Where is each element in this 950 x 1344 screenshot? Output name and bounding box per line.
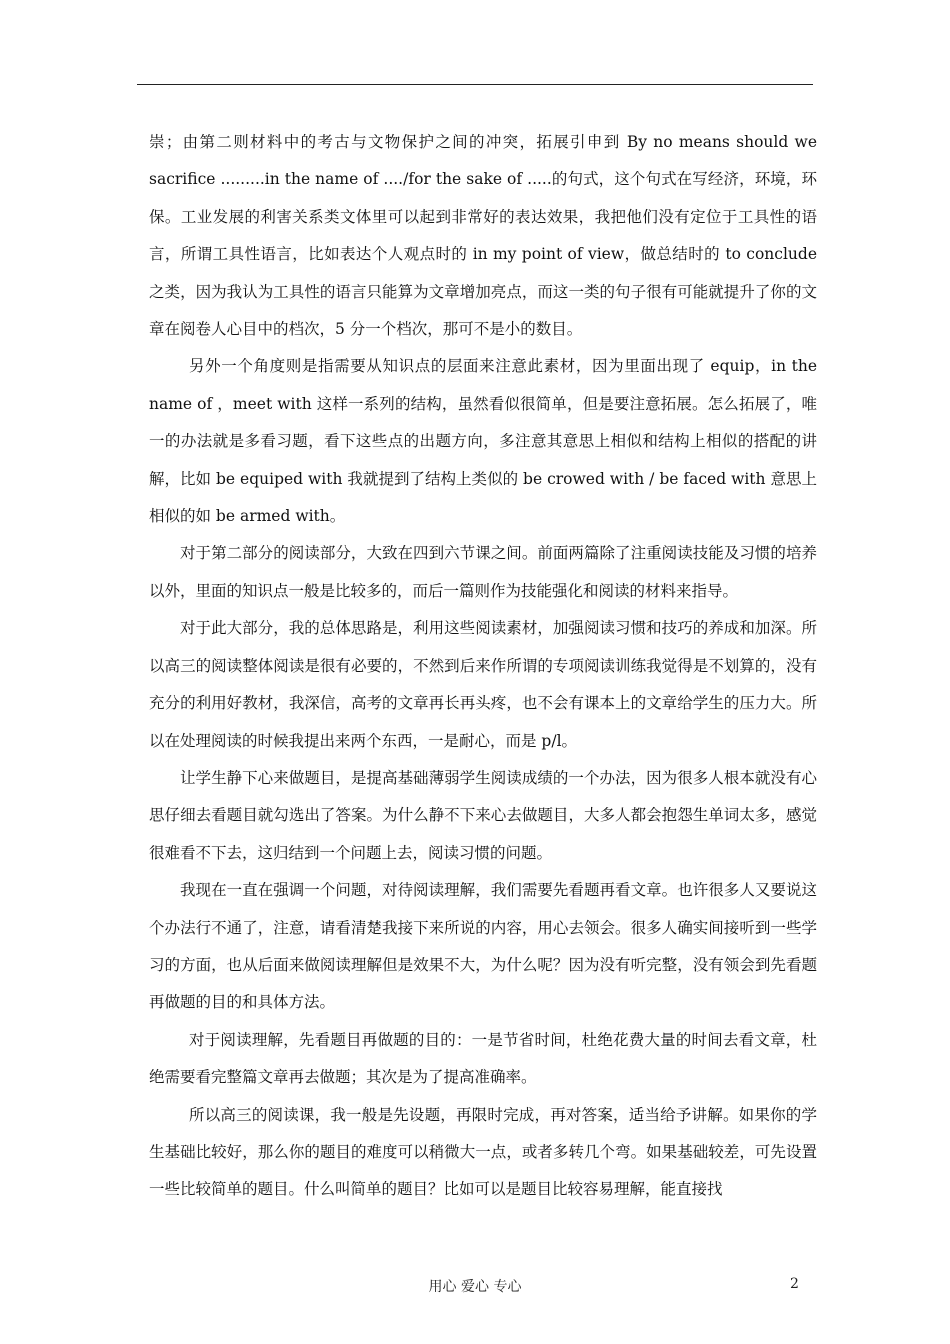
paragraph-8: 所以高三的阅读课，我一般是先设题，再限时完成，再对答案，适当给予讲解。如果你的学生基础比较好，那么你的题目的难度可以稍微大一点，或者多转几个弯。如果基础较差，可先设置一些比较简单的题目。什么叫简单的题目？比如可以是题目比较容易理解，能直接找 — [149, 1105, 817, 1199]
document-body — [149, 124, 817, 1209]
paragraph-6: 我现在一直在强调一个问题，对待阅读理解，我们需要先看题再看文章。也许很多人又要说这个办法行不通了，注意，请看清楚我接下来所说的内容，用心去领会。很多人确实间接听到一些学习的方面，也从后面来做阅读理解但是效果不大，为什么呢？因为没有听完整，没有领会到先看题再做题的目的和具体方法。 — [149, 881, 817, 1012]
footer-motto: 用心 爱心 专心 — [428, 1279, 522, 1295]
paragraph-1: 崇；由第二则材料中的考古与文物保护之间的冲突，拓展引申到 By no means should we sacrifice .........in the name of ..../for the sake of .....的句式，这个句式在写经济，环境，环保。工业发展的利害关系类文体里可以起到非常好的表达效果，我把他们没有定位于工具性的语言，所谓工具性语言，比如表达个人观点时的 in my point of view，做总结时的 to conclude 之类，因为我认为工具性的语言只能算为文章增加亮点，而这一类的句子很有可能就提升了你的文章在阅卷人心目中的档次，5 分一个档次，那可不是小的数目。 — [149, 133, 817, 339]
paragraph-2: 另外一个角度则是指需要从知识点的层面来注意此素材，因为里面出现了 equip，in the name of ，meet with 这样一系列的结构，虽然看似很简单，但是要注意拓展。怎么拓展了，唯一的办法就是多看习题，看下这些点的出题方向，多注意其意思上相似和结构上相似的搭配的讲解，比如 be equiped with 我就提到了结构上类似的 be crowed with / be faced with 意思上相似的如 be armed with。 — [149, 357, 817, 526]
header-rule — [137, 84, 813, 85]
paragraph-3: 对于第二部分的阅读部分，大致在四到六节课之间。前面两篇除了注重阅读技能及习惯的培养以外，里面的知识点一般是比较多的，而后一篇则作为技能强化和阅读的材料来指导。 — [149, 544, 817, 600]
paragraph-5: 让学生静下心来做题目，是提高基础薄弱学生阅读成绩的一个办法，因为很多人根本就没有心思仔细去看题目就勾选出了答案。为什么静不下来心去做题目，大多人都会抱怨生单词太多，感觉很难看不下去，这归结到一个问题上去，阅读习惯的问题。 — [149, 768, 817, 862]
paragraph-7: 对于阅读理解，先看题目再做题的目的：一是节省时间，杜绝花费大量的时间去看文章，杜绝需要看完整篇文章再去做题；其次是为了提高准确率。 — [149, 1030, 817, 1087]
page-number: 2 — [790, 1276, 799, 1292]
paragraph-4: 对于此大部分，我的总体思路是，利用这些阅读素材，加强阅读习惯和技巧的养成和加深。所以高三的阅读整体阅读是很有必要的，不然到后来作所谓的专项阅读训练我觉得是不划算的，没有充分的利用好教材，我深信，高考的文章再长再头疼，也不会有课本上的文章给学生的压力大。所以在处理阅读的时候我提出来两个东西，一是耐心，而是 p/l。 — [149, 619, 817, 750]
